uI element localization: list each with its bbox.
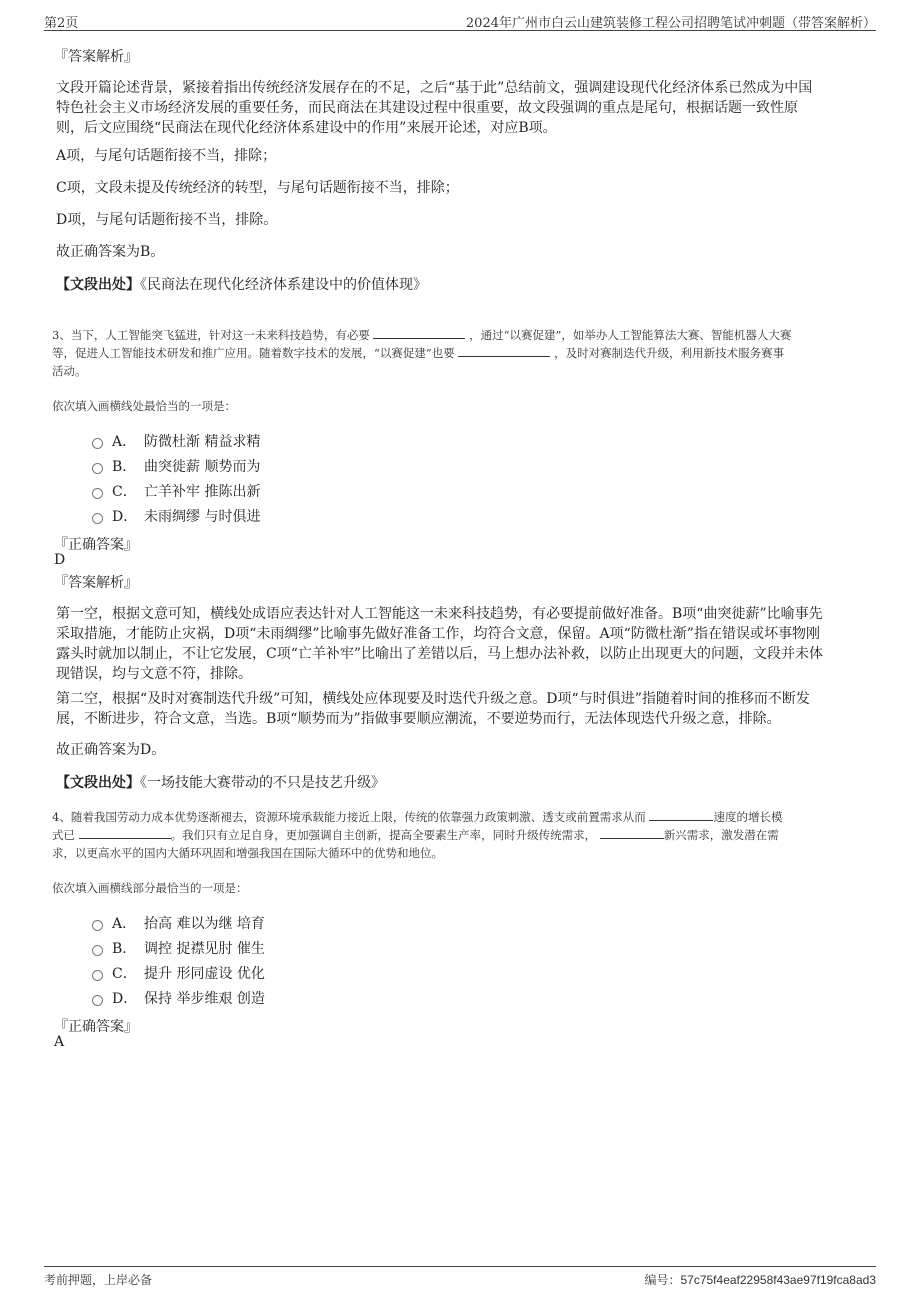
analysis-paragraph-2: 第二空，根据“及时对赛制迭代升级”可知，横线处应体现要及时迭代升级之意。D项“与时俱进”指随着时间的推移而不断发 展，不断进步，符合文意，当选。B项“顺势而为”指做事要顺应潮流，不要逆势而行，无法体现迭代升级之意，排除。 (56, 691, 810, 727)
radio-icon[interactable] (92, 995, 103, 1006)
analysis-label: 『答案解析』 (54, 49, 138, 65)
q3-option-b[interactable]: B． 曲突徙薪 顺势而为 (92, 456, 260, 476)
radio-icon[interactable] (92, 920, 103, 931)
blank-line (458, 344, 550, 357)
page-number: 第2页 (44, 16, 79, 31)
analysis-text: 文段开篇论述背景，紧接着指出传统经济发展存在的不足，之后“基于此”总结前文，强调建设现代化经济体系已然成为中国 特色社会主义市场经济发展的重要任务，而民商法在其建设过程中很重要，故文段强调的重点是尾句，根据话题一致性原 则，后文应围绕“民商法在现代化经济体系建设中的作用”来展开论述，对应B项。 (56, 80, 813, 136)
source-label: 【文段出处】 (56, 775, 140, 791)
q4-option-a[interactable]: A． 抬高 难以为继 培育 (92, 913, 265, 933)
radio-icon[interactable] (92, 945, 103, 956)
question-3-stem: 3、当下，人工智能突飞猛进，针对这一未来科技趋势，有必要 ，通过“以赛促建”，如举办人工智能算法大赛、智能机器人大赛 等，促进人工智能技术研发和推广应用。随着数字技术的发展，“以赛促建”也要 ，及时对赛制迭代升级，利用新技术服务赛事 活动。 (52, 328, 792, 378)
conclusion: 故正确答案为B。 (56, 244, 165, 260)
source-line (56, 773, 874, 793)
source-line (56, 275, 874, 295)
q3-option-a[interactable]: A． 防微杜渐 精益求精 (92, 431, 260, 451)
header-divider (44, 30, 876, 31)
answer-label: 『正确答案』 (54, 537, 138, 553)
conclusion: 故正确答案为D。 (56, 742, 166, 758)
q3-option-c[interactable]: C． 亡羊补牢 推陈出新 (92, 481, 260, 501)
q3-option-d[interactable]: D． 未雨绸缪 与时俱进 (92, 506, 260, 526)
q4-option-b[interactable]: B． 调控 捉襟见肘 催生 (92, 938, 265, 958)
radio-icon[interactable] (92, 438, 103, 449)
question-4-stem: 4、随着我国劳动力成本优势逐渐褪去，资源环境承载能力接近上限，传统的依靠强力政策刺激、透支或前置需求从而 速度的增长模 式已 。我们只有立足自身，更加强调自主创新，提高全要素生产率，同时升级传统需求， 新兴需求，激发潜在需 求，以更高水平的国内大循环巩固和增强我国在国际大循环中的优势和地位。 (52, 810, 783, 860)
q4-option-d[interactable]: D． 保持 举步维艰 创造 (92, 988, 265, 1008)
analysis-paragraph-1: 第一空，根据文意可知，横线处成语应表达针对人工智能这一未来科技趋势，有必要提前做好准备。B项“曲突徙薪”比喻事先 采取措施，才能防止灾祸，D项“未雨绸缪”比喻事先做好准备工作，均符合文意，保留。A项“防微杜渐”指在错误或坏事物刚 露头时就加以制止，不让它发展，C项“亡羊补牢”比喻出了差错以后，马上想办法补救，以防止出现更大的问题，文段并未体 现错误，均与文意不符，排除。 (56, 606, 824, 682)
blank-line (600, 826, 664, 839)
note-d: D项，与尾句话题衔接不当，排除。 (56, 212, 278, 228)
radio-icon[interactable] (92, 463, 103, 474)
blank-line (79, 826, 171, 839)
analysis-label: 『答案解析』 (54, 575, 138, 591)
answer-value: A (54, 1034, 65, 1050)
footer-slogan: 考前押题，上岸必备 (44, 1273, 153, 1287)
footer-divider (44, 1266, 876, 1267)
q4-option-c[interactable]: C． 提升 形同虚设 优化 (92, 963, 265, 983)
radio-icon[interactable] (92, 513, 103, 524)
answer-value: D (54, 552, 66, 568)
document-code: 编号：57c75f4eaf22958f43ae97f19fca8ad3 (644, 1273, 876, 1287)
source-label: 【文段出处】 (56, 277, 140, 293)
answer-label: 『正确答案』 (54, 1019, 138, 1035)
note-c: C项，文段未提及传统经济的转型，与尾句话题衔接不当，排除； (56, 180, 459, 196)
radio-icon[interactable] (92, 970, 103, 981)
document-title: 2024年广州市白云山建筑装修工程公司招聘笔试冲刺题（带答案解析） (465, 16, 876, 31)
blank-line (373, 326, 465, 339)
question-4-prompt: 依次填入画横线部分最恰当的一项是： (52, 881, 248, 895)
note-a: A项，与尾句话题衔接不当，排除； (56, 148, 277, 164)
blank-line (649, 808, 713, 821)
radio-icon[interactable] (92, 488, 103, 499)
source-text: 《民商法在现代化经济体系建设中的价值体现》 (140, 277, 427, 293)
source-text: 《一场技能大赛带动的不只是技艺升级》 (140, 775, 385, 791)
question-3-prompt: 依次填入画横线处最恰当的一项是： (52, 399, 236, 413)
